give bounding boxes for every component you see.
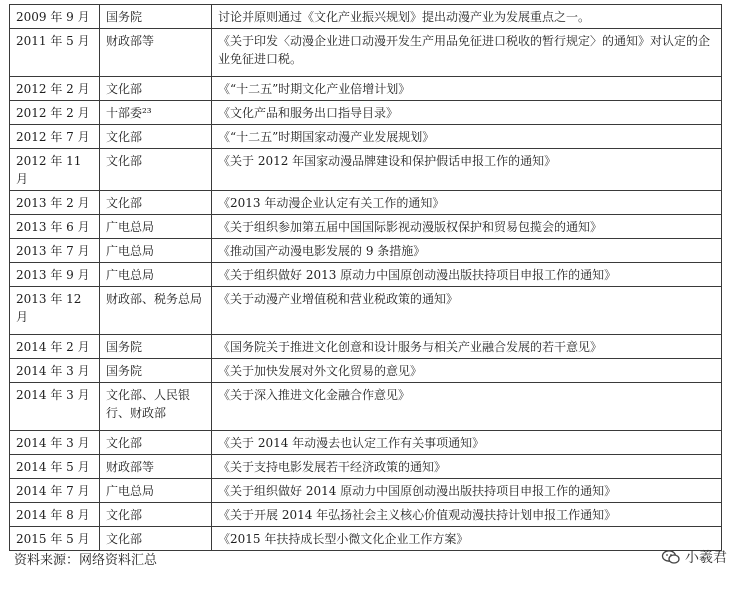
source-note: 资料来源：网络资料汇总 [14,553,158,568]
policy-table [9,4,722,551]
document-cell: 《关于 2012 年国家动漫品牌建设和保护假话申报工作的通知》 [212,149,722,191]
department-cell: 广电总局 [100,479,212,503]
date-cell: 2012 年 2 月 [10,77,100,101]
table-row [10,191,722,215]
department-cell: 文化部 [100,125,212,149]
date-cell: 2012 年 2 月 [10,101,100,125]
department-cell: 国务院 [100,359,212,383]
date-cell: 2011 年 5 月 [10,29,100,77]
date-cell: 2014 年 8 月 [10,503,100,527]
document-cell: 《“十二五”时期文化产业倍增计划》 [212,77,722,101]
department-cell: 财政部、税务总局 [100,287,212,335]
department-cell: 文化部、人民银行、财政部 [100,383,212,431]
department-cell: 文化部 [100,431,212,455]
department-cell: 文化部 [100,503,212,527]
department-cell: 广电总局 [100,215,212,239]
watermark [661,547,727,567]
department-cell: 十部委²³ [100,101,212,125]
date-cell: 2013 年 12 月 [10,287,100,335]
table-row [10,335,722,359]
table-row [10,149,722,191]
department-cell: 国务院 [100,335,212,359]
document-cell: 《关于组织做好 2013 原动力中国原创动漫出版扶持项目申报工作的通知》 [212,263,722,287]
department-cell: 广电总局 [100,239,212,263]
date-cell: 2014 年 3 月 [10,359,100,383]
date-cell: 2013 年 7 月 [10,239,100,263]
table-row [10,263,722,287]
date-cell: 2009 年 9 月 [10,5,100,29]
table-row [10,455,722,479]
table-row [10,431,722,455]
document-cell: 《国务院关于推进文化创意和设计服务与相关产业融合发展的若干意见》 [212,335,722,359]
table-row [10,5,722,29]
table-row [10,503,722,527]
date-cell: 2014 年 5 月 [10,455,100,479]
document-cell: 讨论并原则通过《文化产业振兴规划》提出动漫产业为发展重点之一。 [212,5,722,29]
document-cell: 《关于动漫产业增值税和营业税政策的通知》 [212,287,722,335]
table-row [10,215,722,239]
table-row [10,527,722,551]
department-cell: 文化部 [100,527,212,551]
department-cell: 国务院 [100,5,212,29]
table-row [10,77,722,101]
department-cell: 财政部等 [100,29,212,77]
wechat-icon [661,549,681,565]
document-cell: 《关于深入推进文化金融合作意见》 [212,383,722,431]
date-cell: 2013 年 9 月 [10,263,100,287]
document-cell: 《关于支持电影发展若干经济政策的通知》 [212,455,722,479]
watermark-name: 小羲君 [685,550,727,566]
document-cell: 《关于组织参加第五届中国国际影视动漫版权保护和贸易包揽会的通知》 [212,215,722,239]
date-cell: 2013 年 2 月 [10,191,100,215]
date-cell: 2014 年 7 月 [10,479,100,503]
document-cell: 《关于组织做好 2014 原动力中国原创动漫出版扶持项目申报工作的通知》 [212,479,722,503]
table-row [10,239,722,263]
table-row [10,101,722,125]
document-cell: 《关于 2014 年动漫去也认定工作有关事项通知》 [212,431,722,455]
table-row [10,383,722,431]
document-cell: 《“十二五”时期国家动漫产业发展规划》 [212,125,722,149]
department-cell: 文化部 [100,191,212,215]
document-cell: 《关于开展 2014 年弘扬社会主义核心价值观动漫扶持计划申报工作通知》 [212,503,722,527]
document-cell: 《2013 年动漫企业认定有关工作的通知》 [212,191,722,215]
table-row [10,359,722,383]
document-cell: 《2015 年扶持成长型小微文化企业工作方案》 [212,527,722,551]
document-cell: 《关于印发〈动漫企业进口动漫开发生产用品免征进口税收的暂行规定〉的通知》对认定的企业免征进口税。 [212,29,722,77]
date-cell: 2014 年 3 月 [10,383,100,431]
department-cell: 财政部等 [100,455,212,479]
table-row [10,479,722,503]
table-row [10,287,722,335]
department-cell: 广电总局 [100,263,212,287]
department-cell: 文化部 [100,77,212,101]
table-row [10,29,722,77]
date-cell: 2014 年 3 月 [10,431,100,455]
date-cell: 2012 年 11 月 [10,149,100,191]
department-cell: 文化部 [100,149,212,191]
date-cell: 2013 年 6 月 [10,215,100,239]
date-cell: 2012 年 7 月 [10,125,100,149]
table-row [10,125,722,149]
date-cell: 2014 年 2 月 [10,335,100,359]
document-cell: 《关于加快发展对外文化贸易的意见》 [212,359,722,383]
date-cell: 2015 年 5 月 [10,527,100,551]
document-cell: 《推动国产动漫电影发展的 9 条措施》 [212,239,722,263]
document-cell: 《文化产品和服务出口指导目录》 [212,101,722,125]
